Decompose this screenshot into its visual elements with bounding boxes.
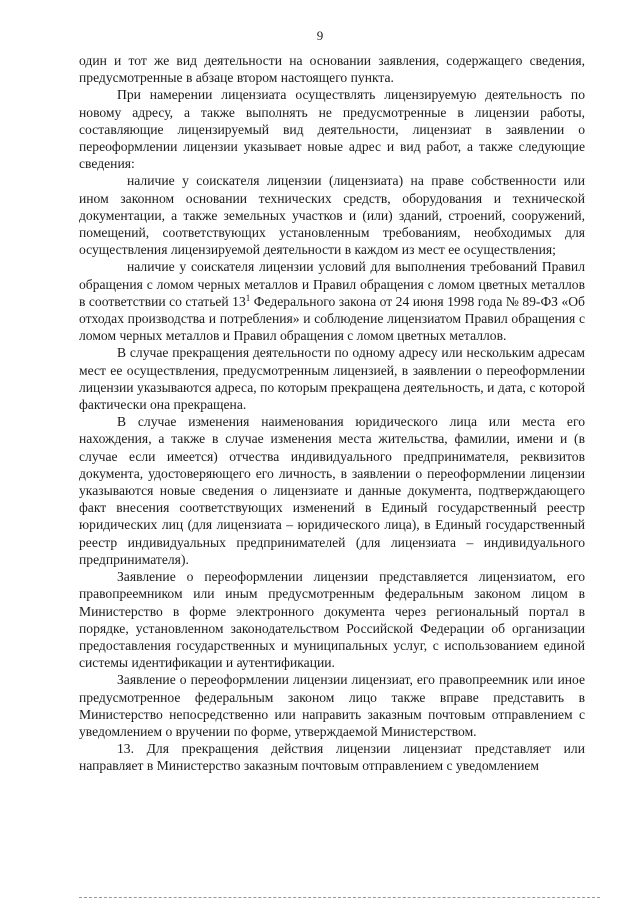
- paragraph: [79, 258, 585, 344]
- scan-edge-line: [79, 897, 600, 899]
- paragraph: Заявление о переоформлении лицензии представляется лицензиатом, его правопреемником или иным предусмотренным федеральным законом лицом в Министерство в форме электронного документа через региональный портал в порядке, установленном законодательством Российской Федерации об организации предоставления государственных и муниципальных услуг, с использованием единой системы идентификации и аутентификации.: [79, 569, 585, 671]
- superscript: 1: [245, 292, 251, 303]
- paragraph: В случае изменения наименования юридического лица или места его нахождения, а также в случае изменения места жительства, фамилии, имени и (в случае если имеется) отчества индивидуального предпринимателя, реквизитов документа, удостоверяющего его личность, в заявлении о переоформлении лицензии указываются новые сведения о лицензиате и данные документа, подтверждающего факт внесения соответствующих изменений в Единый государственный реестр юридических лиц (для лицензиата – юридического лица), в Единый государственный реестр индивидуальных предпринимателей (для лицензиата – индивидуального предпринимателя).: [79, 414, 585, 567]
- paragraph-text: наличие у соискателя лицензии условий для выполнения требований Правил обращения с ломом черных металлов и Правил обращения с ломом цветных металлов в соответствии со статьей 13: [79, 259, 585, 309]
- paragraph: Заявление о переоформлении лицензии лицензиат, его правопреемник или иное предусмотренное федеральным законом лицо также вправе представить в Министерство непосредственно или направить заказным почтовым отправлением с уведомлением о вручении по форме, утверждаемой Министерством.: [79, 672, 585, 739]
- paragraph: При намерении лицензиата осуществлять лицензируемую деятельность по новому адресу, а также выполнять не предусмотренные в лицензии работы, составляющие лицензируемый вид деятельности, лицензиат в заявлении о переоформлении лицензии указывает новые адрес и вид работ, а также следующие сведения:: [79, 87, 585, 172]
- page-number: 9: [316, 28, 324, 43]
- paragraph: В случае прекращения деятельности по одному адресу или нескольким адресам мест ее осуществления, предусмотренным лицензией, в заявлении о переоформлении лицензии указываются адреса, по которым прекращена деятельность, и дата, с которой фактически она прекращена.: [79, 345, 585, 413]
- paragraph: один и тот же вид деятельности на основании заявления, содержащего сведения, предусмотренные в абзаце втором настоящего пункта.: [79, 53, 585, 86]
- paragraph: наличие у соискателя лицензии (лицензиата) на праве собственности или ином законном основании технических средств, оборудования и технической документации, а также земельных участков и (или) зданий, строений, сооружений, помещений, соответствующих установленным требованиям, необходимых для осуществления лицензируемой деятельности в каждом из мест ее осуществления;: [79, 173, 585, 258]
- paragraph: 13. Для прекращения действия лицензии лицензиат представляет или направляет в Министерство заказным почтовым отправлением с уведомлением: [79, 741, 585, 774]
- document-body: [79, 52, 585, 775]
- paragraph-text: Федерального закона от 24 июня 1998 года № 89-ФЗ «Об отходах производства и потребления» и соблюдение лицензиатом Правил обращения с ломом черных металлов и Правил обращения с ломом цветных металлов.: [79, 293, 585, 344]
